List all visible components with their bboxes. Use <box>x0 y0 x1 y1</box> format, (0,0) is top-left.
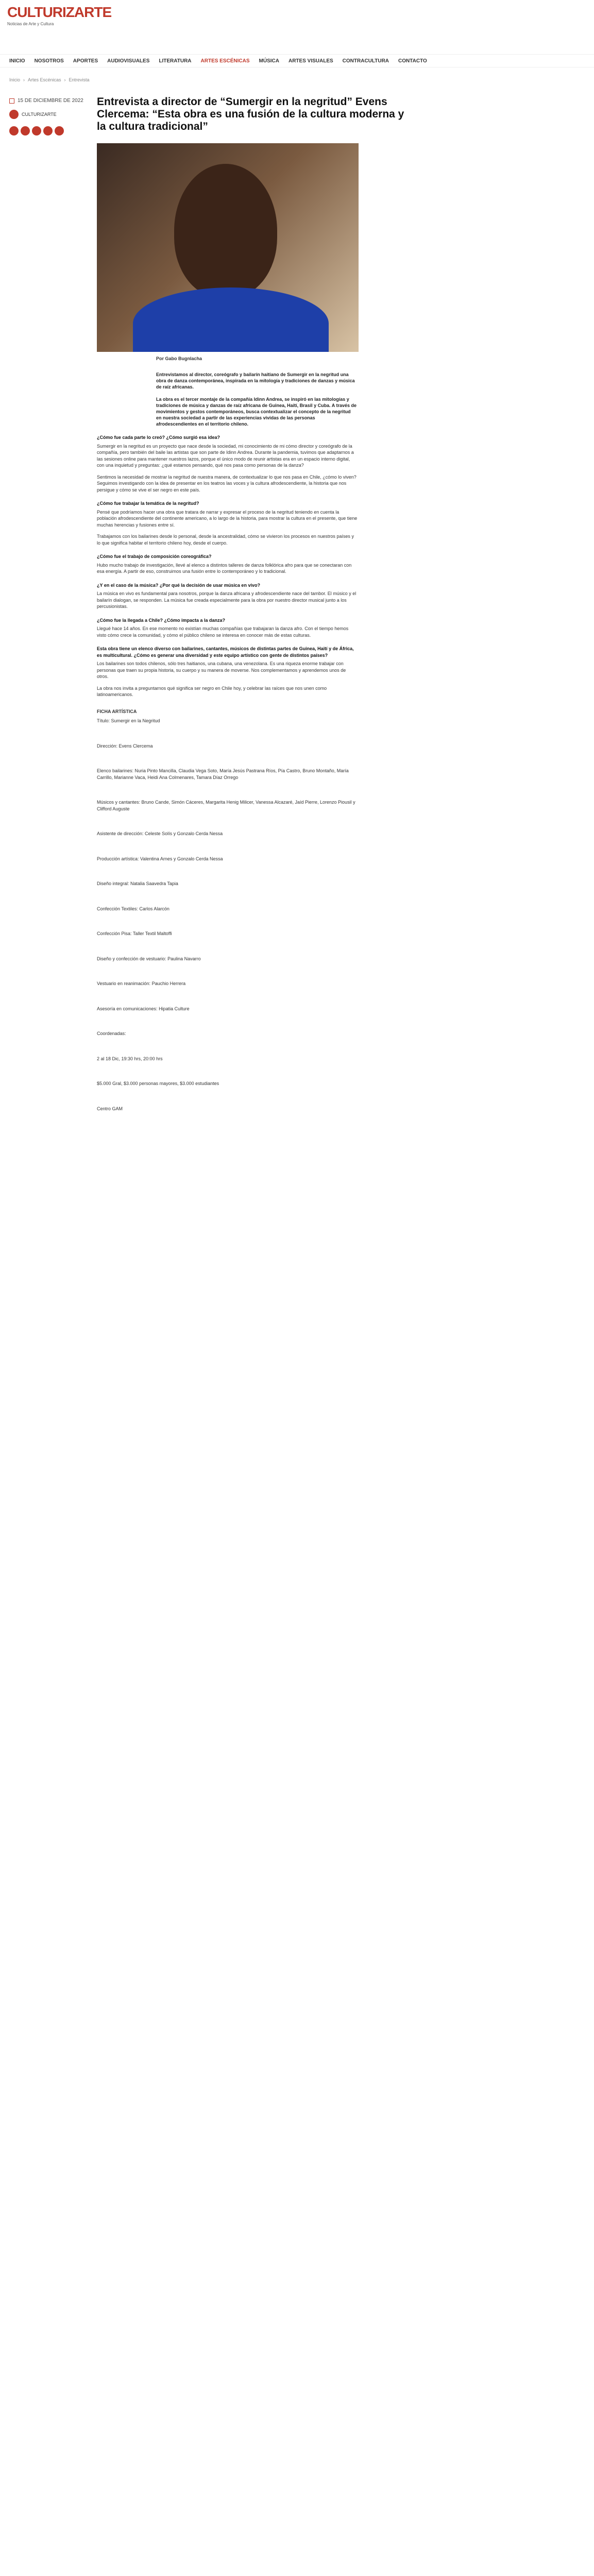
answer-paragraph: Llegué hace 14 años. En ese momento no existían muchas compañías que trabajaran la danza afro. Con el tiempo hemos visto cómo crece la comunidad, y cómo el público chileno se interesa en conocer más de estas culturas. <box>97 626 349 638</box>
logo-brand: CULTURIZARTE <box>7 4 112 20</box>
question-heading: ¿Cómo fue el trabajo de composición coreográfica? <box>97 554 212 559</box>
nav-item-aportes[interactable]: APORTES <box>73 58 98 64</box>
share-buttons <box>9 126 87 135</box>
credit-item: Confección Textiles: Carlos Alarcón <box>97 906 169 911</box>
breadcrumb-separator: › <box>64 77 66 82</box>
facebook-icon[interactable] <box>9 126 19 135</box>
credit-item: Músicos y cantantes: Bruno Cande, Simón Cáceres, Margarita Henig Milicer, Vanessa Alcazaré, Jaíd Pierre, Lorenzo Piousil y Clifford Auguste <box>97 800 355 811</box>
answer-paragraph: Sumergir en la negritud es un proyecto que nace desde la sociedad, mi conocimiento de mi cómo director y coreógrafo de la compañía, pero también del baile las artistas que son parte de Idinn Andrea. Durante la pandemia, tuvimos que adaptarnos a las sesiones online para mantener nuestros lazos, porque el único modo de reunir artistas era en un espacio interno digital, con una inquietud y preguntas: ¿qué estamos pensando, qué nos pasa como personas de la danza? <box>97 443 354 468</box>
credit-item: Asesoría en comunicaciones: Hipatia Culture <box>97 1006 190 1011</box>
nav-item-literatura[interactable]: LITERATURA <box>159 58 192 64</box>
credit-item: Dirección: Evens Clercema <box>97 743 153 749</box>
answer-paragraph: Sentimos la necesidad de mostrar la negritud de nuestra manera, de contextualizar lo que nos pasa en Chile, ¿cómo lo viven? Seguimos investigando con la idea de presentar en los teatros las voces y la cultura afrodescendiente, la historia que nos persigue y cómo se vive el ser negro en este país. <box>97 474 357 493</box>
credit-item: Diseño integral: Natalia Saavedra Tapia <box>97 881 178 886</box>
author-block[interactable] <box>9 110 87 119</box>
question-heading: ¿Cómo fue cada parte lo creó? ¿Cómo surgió esa idea? <box>97 435 220 440</box>
question-heading: Esta obra tiene un elenco diverso con bailarines, cantantes, músicos de distintas partes de Guinea, Haití y de África, es multicultural. ¿Cómo es generar una diversidad y este equipo artístico con gente de distintos países? <box>97 646 354 658</box>
credit-item: Confección Pisa: Taller Textil Maltoffi <box>97 931 172 936</box>
hero-portrait <box>174 164 277 298</box>
breadcrumb-current: Entrevista <box>69 77 90 82</box>
site-logo[interactable] <box>7 4 112 46</box>
credit-item: 2 al 18 Dic, 19:30 hrs, 20:00 hrs <box>97 1056 163 1061</box>
nav-item-audiovisuales[interactable]: AUDIOVISUALES <box>107 58 150 64</box>
nav-item-contacto[interactable]: CONTACTO <box>398 58 427 64</box>
question-heading: ¿Cómo fue trabajar la temática de la negritud? <box>97 501 199 506</box>
nav-item-artes-visuales[interactable]: ARTES VISUALES <box>288 58 333 64</box>
calendar-icon <box>9 98 14 104</box>
publish-date <box>9 98 87 104</box>
lead-paragraph: La obra es el tercer montaje de la compañía Idinn Andrea, se inspiró en las mitologías y tradiciones de música y danzas de raíz africana de Guinea, Haití, Brasil y Cuba. A través de movimientos y gestos contemporáneos, busca contextualizar el concepto de la negritud en nuestra sociedad a partir de las experiencias vividas de las personas afrodescendientes en el territorio chileno. <box>156 397 357 427</box>
credit-item: $5.000 Gral, $3.000 personas mayores, $3.000 estudiantes <box>97 1081 219 1086</box>
logo-tagline: Noticias de Arte y Cultura <box>7 22 54 26</box>
nav-item-artes-escenicas[interactable]: ARTES ESCÉNICAS <box>200 58 250 64</box>
twitter-icon[interactable] <box>21 126 30 135</box>
credit-item: Título: Sumergir en la Negritud <box>97 718 160 723</box>
answer-paragraph: La obra nos invita a preguntarnos qué significa ser negro en Chile hoy, y celebrar las raíces que nos unen como latinoamericanos. <box>97 685 327 697</box>
answer-paragraph: Los bailarines son todos chilenos, sólo tres haitianos, una cubana, una venezolana. Es una riqueza enorme trabajar con personas que traen su propia historia, su cuerpo y su manera de moverse. Nos complementamos y aprendemos unos de otros. <box>97 661 346 679</box>
credit-item: Diseño y confección de vestuario: Paulina Navarro <box>97 956 201 961</box>
site-header <box>0 0 594 54</box>
nav-item-contracultura[interactable]: CONTRACULTURA <box>342 58 389 64</box>
article-main <box>97 96 411 1130</box>
question-heading: ¿Y en el caso de la música? ¿Por qué la decisión de usar música en vivo? <box>97 582 260 588</box>
credit-item: Coordenadas: <box>97 1031 126 1036</box>
article-sidebar <box>9 98 87 135</box>
breadcrumb-inicio[interactable]: Inicio <box>9 77 21 82</box>
nav-item-inicio[interactable]: INICIO <box>9 58 25 64</box>
publish-date-text: 15 DE DICIEMBRE DE 2022 <box>18 98 83 104</box>
email-icon[interactable] <box>43 126 53 135</box>
author-avatar <box>9 110 19 119</box>
credits-section <box>97 708 359 1112</box>
article-body <box>97 434 359 1112</box>
breadcrumb-separator: › <box>23 77 25 82</box>
credit-item: Centro GAM <box>97 1106 123 1111</box>
question-heading: ¿Cómo fue la llegada a Chile? ¿Cómo impacta a la danza? <box>97 617 226 623</box>
print-icon[interactable] <box>55 126 64 135</box>
answer-paragraph: Pensé que podríamos hacer una obra que tratara de narrar y expresar el proceso de la negritud teniendo en cuenta la población afrodescendiente del continente americano, a lo largo de la historia, para mostrar la cultura en el presente, que tiene muchas herencias y fusiones entre sí. <box>97 509 358 528</box>
credit-item: Asistente de dirección: Celeste Solís y Gonzalo Cerda Nessa <box>97 831 223 836</box>
hero-shirt <box>133 287 329 352</box>
article-title: Entrevista a director de “Sumergir en la negritud” Evens Clercema: “Esta obra es una fusión de la cultura moderna y la cultura tradicional” <box>97 96 404 132</box>
main-nav <box>0 54 594 67</box>
credits-heading: FICHA ARTÍSTICA <box>97 708 137 714</box>
photo-credit: Por Gabo Bugnlacha <box>156 356 202 361</box>
answer-paragraph: La música en vivo es fundamental para nosotros, porque la danza africana y afrodescendiente nace del tambor. El músico y el bailarín dialogan, se responden. La música fue creada especialmente para la obra por nuestro director musical junto a los percusionistas. <box>97 591 357 609</box>
nav-item-nosotros[interactable]: NOSOTROS <box>34 58 64 64</box>
hero-image <box>97 143 359 352</box>
breadcrumb-section[interactable]: Artes Escénicas <box>28 77 61 82</box>
article-lead <box>156 371 357 427</box>
author-name: CULTURIZARTE <box>22 112 57 117</box>
pinterest-icon[interactable] <box>32 126 41 135</box>
answer-paragraph: Hubo mucho trabajo de investigación, llevé al elenco a distintos talleres de danza folklórica afro para que se conectaran con esa energía. A partir de eso, construimos una fusión entre lo contemporáneo y lo tradicional. <box>97 562 352 574</box>
credit-item: Producción artística: Valentina Arnes y Gonzalo Cerda Nessa <box>97 856 223 861</box>
credit-item: Elenco bailarines: Nuria Pinto Mancilla, Claudia Vega Soto, María Jesús Pastrana Ríos, Pía Castro, Bruno Montaño, María Carrillo, Marianne Vaca, Heidi Ana Colmenares, Tamara Díaz Orrego <box>97 768 349 780</box>
credit-item: Vestuario en reanimación: Pauchio Herrera <box>97 981 186 986</box>
nav-item-musica[interactable]: MÚSICA <box>259 58 279 64</box>
answer-paragraph: Trabajamos con los bailarines desde lo personal, desde la ancestralidad, cómo se vivieron los procesos en nuestros países y lo que significa habitar el territorio chileno hoy, desde el cuerpo. <box>97 534 354 546</box>
breadcrumb <box>9 77 90 82</box>
lead-paragraph: Entrevistamos al director, coreógrafo y bailarín haitiano de Sumergir en la negritud una obra de danza contemporánea, inspirada en la mitología y tradiciones de danzas y música de raíz africanas. <box>156 372 355 389</box>
